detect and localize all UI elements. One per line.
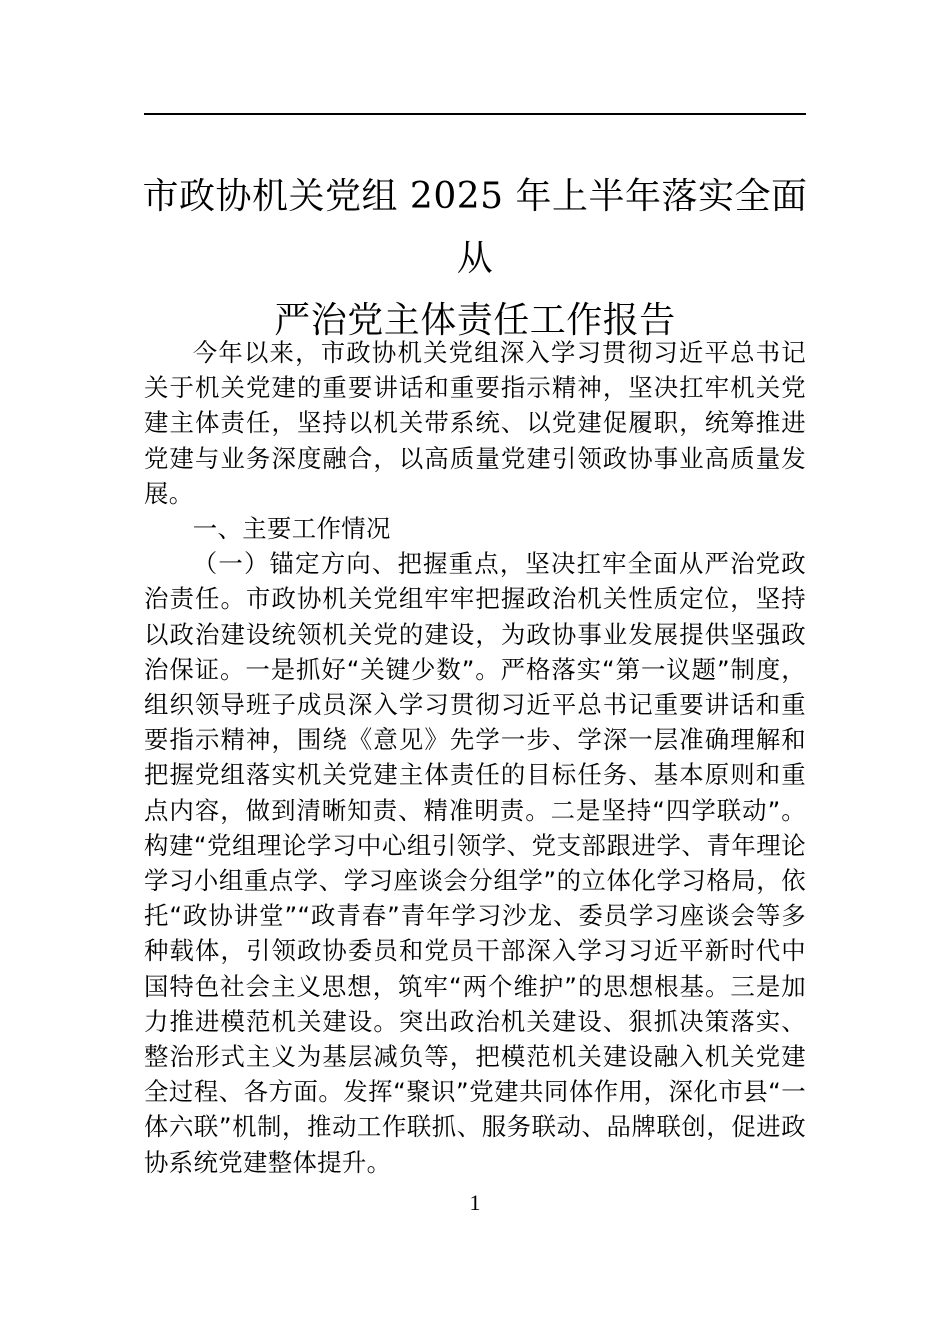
intro-paragraph: 今年以来，市政协机关党组深入学习贯彻习近平总书记关于机关党建的重要讲话和重要指示精神，坚决扛牢机关党建主体责任，坚持以机关带系统、以党建促履职，统筹推进党建与业务深度融合，以高质量党建引领政协事业高质量发展。 — [144, 338, 806, 508]
header-rule — [144, 113, 806, 115]
title-line-2: 严治党主体责任工作报告 — [274, 300, 676, 341]
title-line-1: 市政协机关党组 2025 年上半年落实全面从 — [142, 176, 808, 279]
document-title — [130, 166, 820, 352]
subsection-paragraph-1: （一）锚定方向、把握重点，坚决扛牢全面从严治党政治责任。市政协机关党组牢牢把握政治机关性质定位，坚持以政治建设统领机关党的建设，为政协事业发展提供坚强政治保证。一是抓好“关键少数”。严格落实“第一议题”制度，组织领导班子成员深入学习贯彻习近平总书记重要讲话和重要指示精神，围绕《意见》先学一步、学深一层准确理解和把握党组落实机关党建主体责任的目标任务、基本原则和重点内容，做到清晰知责、精准明责。二是坚持“四学联动”。构建“党组理论学习中心组引领学、党支部跟进学、青年理论学习小组重点学、学习座谈会分组学”的立体化学习格局，依托“政协讲堂”“政青春”青年学习沙龙、委员学习座谈会等多种载体，引领政协委员和党员干部深入学习习近平新时代中国特色社会主义思想，筑牢“两个维护”的思想根基。三是加力推进模范机关建设。突出政治机关建设、狠抓决策落实、整治形式主义为基层减负等，把模范机关建设融入机关党建全过程、各方面。发挥“聚识”党建共同体作用，深化市县“一体六联”机制，推动工作联抓、服务联动、品牌联创，促进政协系统党建整体提升。 — [144, 549, 806, 1177]
document-body — [144, 335, 806, 1180]
section-heading-main-work: 一、主要工作情况 — [192, 514, 391, 544]
page-number: 1 — [469, 1190, 481, 1215]
